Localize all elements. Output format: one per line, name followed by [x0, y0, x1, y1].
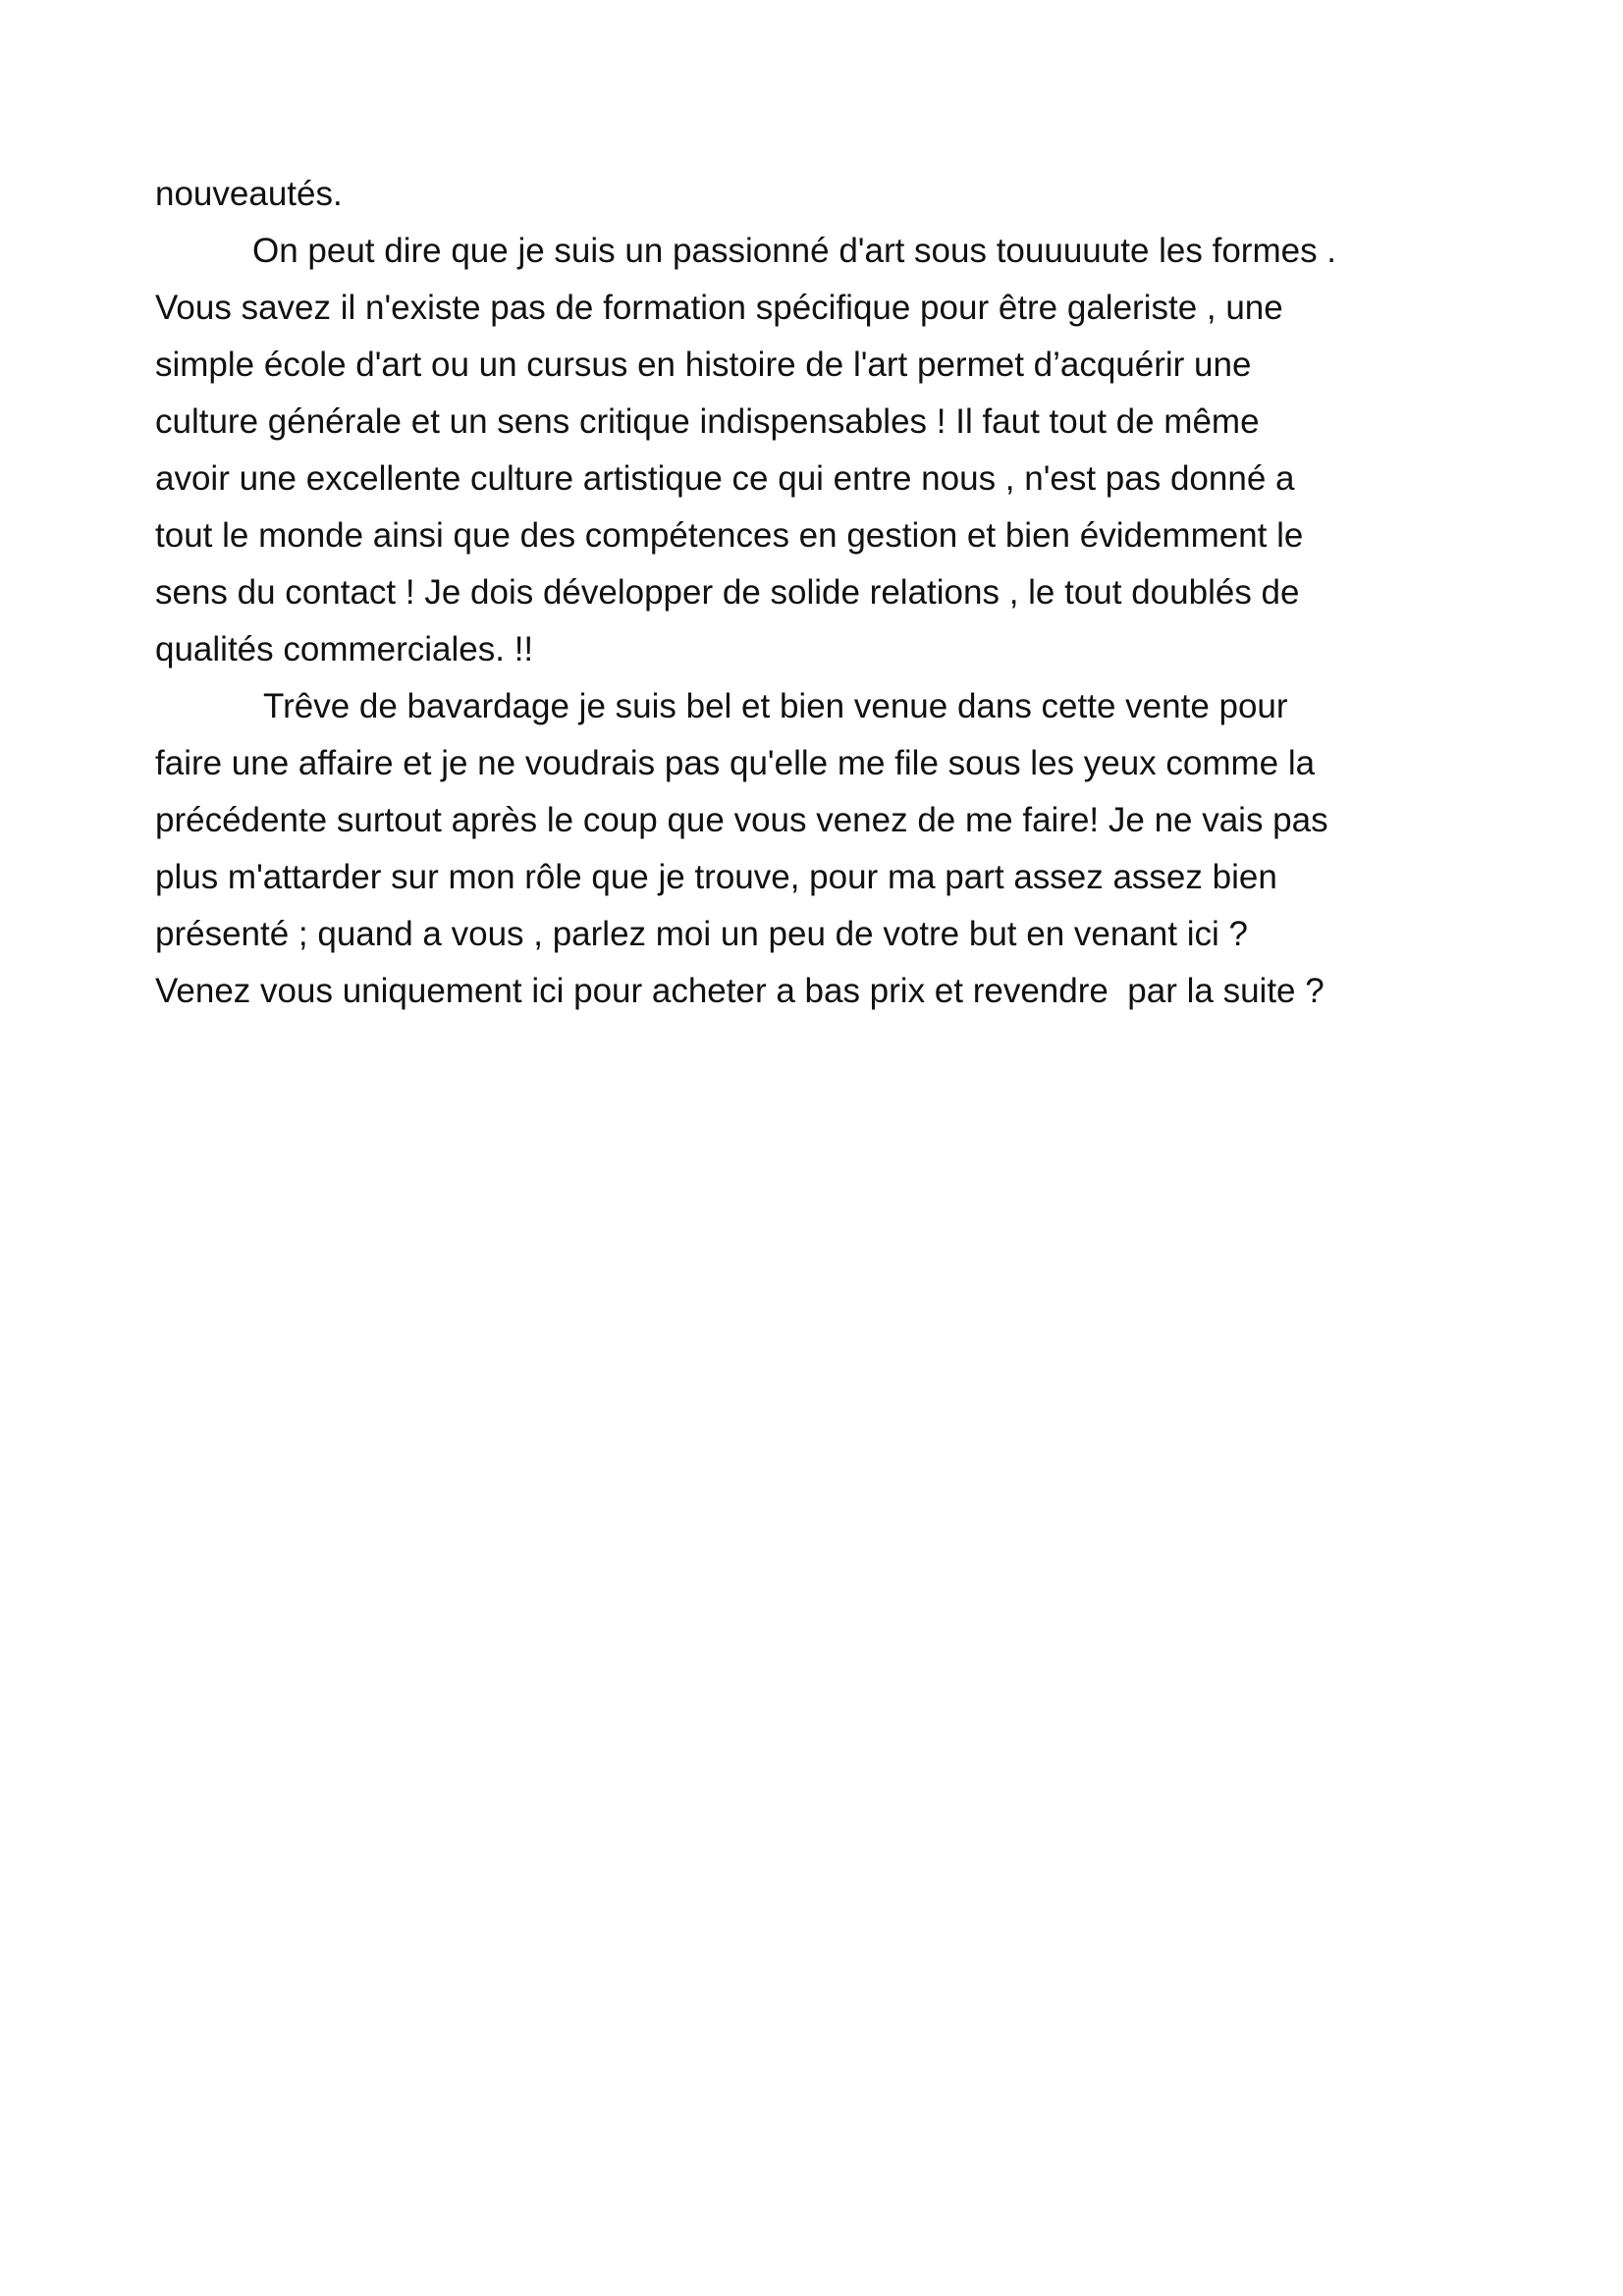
text-line: Venez vous uniquement ici pour acheter a bas prix et revendre par la suite ? — [155, 972, 1325, 1010]
text-line: culture générale et un sens critique indispensables ! Il faut tout de même — [155, 402, 1260, 441]
text-line: Vous savez il n'existe pas de formation spécifique pour être galeriste , une — [155, 289, 1283, 327]
paragraph-start-line: Trêve de bavardage je suis bel et bien venue dans cette vente pour — [263, 687, 1288, 725]
text-line: qualités commerciales. !! — [155, 630, 534, 668]
text-line: nouveautés. — [155, 175, 343, 213]
text-line: précédente surtout après le coup que vous venez de me faire! Je ne vais pas — [155, 801, 1328, 839]
text-line: présenté ; quand a vous , parlez moi un peu de votre but en venant ici ? — [155, 915, 1248, 953]
text-line: tout le monde ainsi que des compétences en gestion et bien évidemment le — [155, 516, 1304, 555]
text-line: sens du contact ! Je dois développer de solide relations , le tout doublés de — [155, 573, 1300, 612]
body-text — [155, 166, 1490, 1020]
paragraph-start-line: On peut dire que je suis un passionné d'art sous touuuuute les formes . — [252, 232, 1337, 270]
text-line: simple école d'art ou un cursus en histoire de l'art permet d’acquérir une — [155, 346, 1252, 384]
text-line: avoir une excellente culture artistique ce qui entre nous , n'est pas donné a — [155, 459, 1295, 498]
text-line: faire une affaire et je ne voudrais pas qu'elle me file sous les yeux comme la — [155, 744, 1316, 782]
text-line: plus m'attarder sur mon rôle que je trouve, pour ma part assez assez bien — [155, 858, 1277, 896]
